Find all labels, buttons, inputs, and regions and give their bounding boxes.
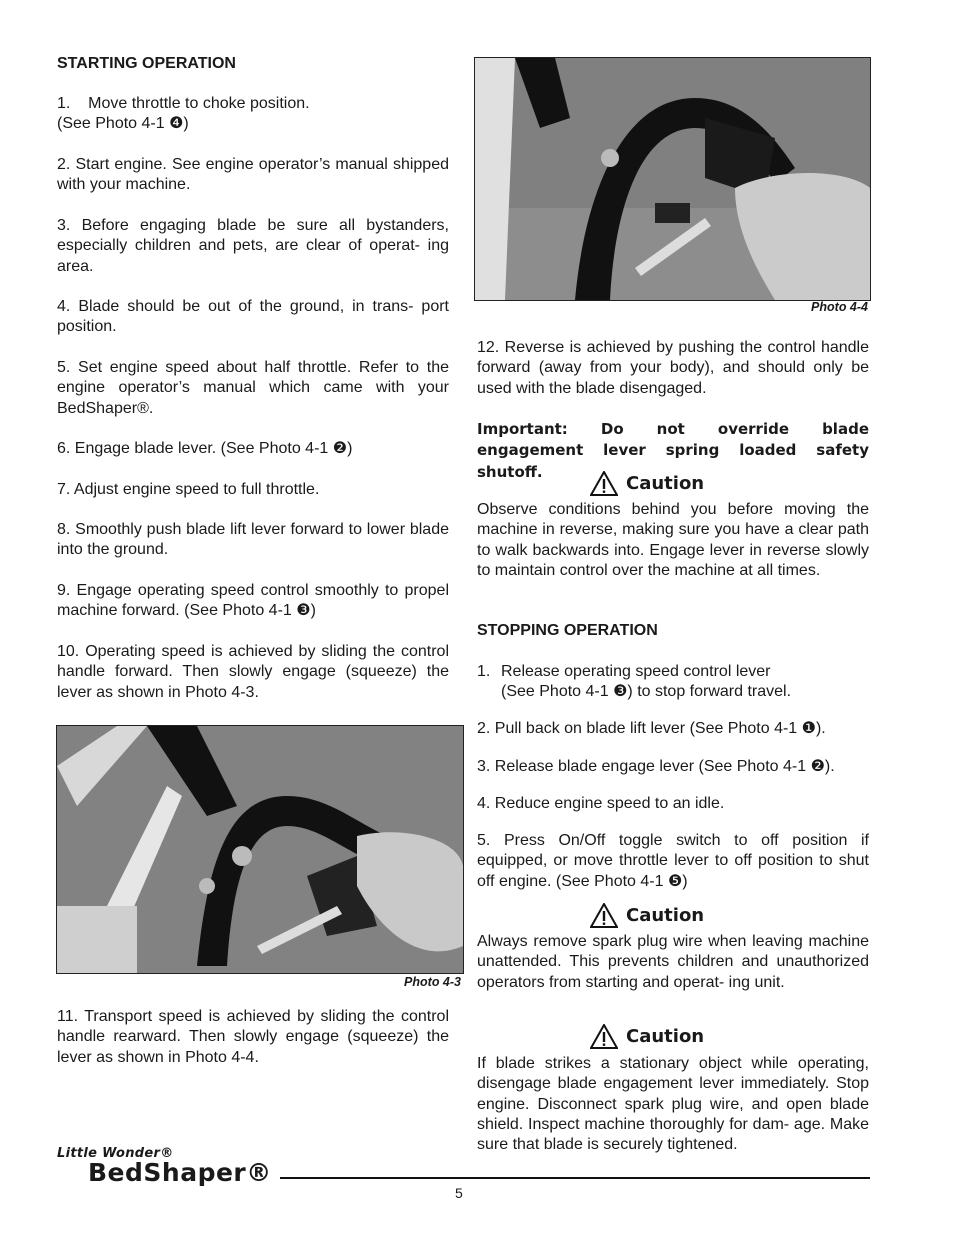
brand-bedshaper-logo: BedShaper® <box>88 1158 272 1187</box>
stop-step-5: 5. Press On/Off toggle switch to off position if equipped, or move throttle lever to off position to shut off engine. (See Photo 4-1 ❺) <box>477 832 869 890</box>
caution-2-label: Caution <box>626 905 705 926</box>
caution-3-title <box>590 1024 704 1049</box>
step-2: 2. Start engine. See engine operator’s manual shipped with your machine. <box>57 156 449 194</box>
step-8: 8. Smoothly push blade lift lever forward to lower blade into the ground. <box>57 521 449 559</box>
caution-2-title <box>590 903 704 928</box>
stopping-operation-heading: STOPPING OPERATION <box>477 622 658 639</box>
caution-1-text: Observe conditions behind you before moving the machine in reverse, making sure you have a clear path to walk backwards into. Engage lever in reverse slowly to maintain control over the machine at all times. <box>477 501 869 579</box>
step-4: 4. Blade should be out of the ground, in trans- port position. <box>57 298 449 336</box>
warning-icon <box>590 1024 618 1049</box>
photo-4-4-caption: Photo 4-4 <box>811 300 868 314</box>
step-10: 10. Operating speed is achieved by sliding the control handle forward. Then slowly engage (squeeze) the lever as shown in Photo 4-3. <box>57 643 449 701</box>
stop-step-2: 2. Pull back on blade lift lever (See Photo 4-1 ❶). <box>477 720 826 737</box>
important-text: Do not override blade engagement lever spring loaded safety shutoff. <box>477 420 869 481</box>
caution-3-label: Caution <box>626 1026 705 1047</box>
warning-icon <box>590 903 618 928</box>
photo-4-3 <box>56 725 464 974</box>
stop-step-1-line-2: (See Photo 4-1 ❸) to stop forward travel. <box>501 683 792 701</box>
step-1-line-1: 1. Move throttle to choke position. <box>57 95 310 112</box>
starting-operation-heading: STARTING OPERATION <box>57 55 236 72</box>
caution-2-text: Always remove spark plug wire when leaving machine unattended. This prevents children and unauthorized operators from starting and operat- ing unit. <box>477 933 869 991</box>
step-3: 3. Before engaging blade be sure all bystanders, especially children and pets, are clear of operat- ing area. <box>57 217 449 275</box>
warning-icon <box>590 471 618 496</box>
step-1 <box>57 94 449 135</box>
step-1-line-2: (See Photo 4-1 ❹) <box>57 115 189 133</box>
stop-step-1 <box>477 662 869 703</box>
caution-1-label: Caution <box>626 473 705 494</box>
stop-step-3: 3. Release blade engage lever (See Photo 4-1 ❷). <box>477 758 835 775</box>
caution-1-title <box>590 471 704 496</box>
photo-4-3-caption: Photo 4-3 <box>404 975 461 989</box>
caution-3-text: If blade strikes a stationary object while operating, disengage blade engagement lever immediately. Stop engine. Disconnect spark plug wire, and open blade shield. Inspect machine thoroughly for dam- age. Make sure that blade is securely tightened. <box>477 1055 869 1154</box>
step-11: 11. Transport speed is achieved by sliding the control handle rearward. Then slowly engage (squeeze) the lever as shown in Photo 4-4. <box>57 1008 449 1066</box>
footer-divider <box>280 1177 870 1179</box>
brand-little-wonder: Little Wonder® <box>57 1146 174 1161</box>
important-label: Important: <box>477 420 568 438</box>
step-5: 5. Set engine speed about half throttle. Refer to the engine operator’s manual which came with your BedShaper®. <box>57 359 449 417</box>
photo-4-3-illustration <box>57 726 463 973</box>
step-7: 7. Adjust engine speed to full throttle. <box>57 481 320 498</box>
stop-step-1-number: 1. <box>477 663 491 680</box>
step-12: 12. Reverse is achieved by pushing the control handle forward (away from your body), and should only be used with the blade disengaged. <box>477 339 869 397</box>
photo-4-4 <box>474 57 871 301</box>
stop-step-4: 4. Reduce engine speed to an idle. <box>477 795 725 812</box>
stop-step-1-line-1: Release operating speed control lever <box>501 663 771 680</box>
step-6: 6. Engage blade lever. (See Photo 4-1 ❷) <box>57 440 353 457</box>
page-number: 5 <box>455 1185 463 1201</box>
step-9: 9. Engage operating speed control smoothly to propel machine forward. (See Photo 4-1 ❸) <box>57 582 449 620</box>
photo-4-4-illustration <box>475 58 870 300</box>
